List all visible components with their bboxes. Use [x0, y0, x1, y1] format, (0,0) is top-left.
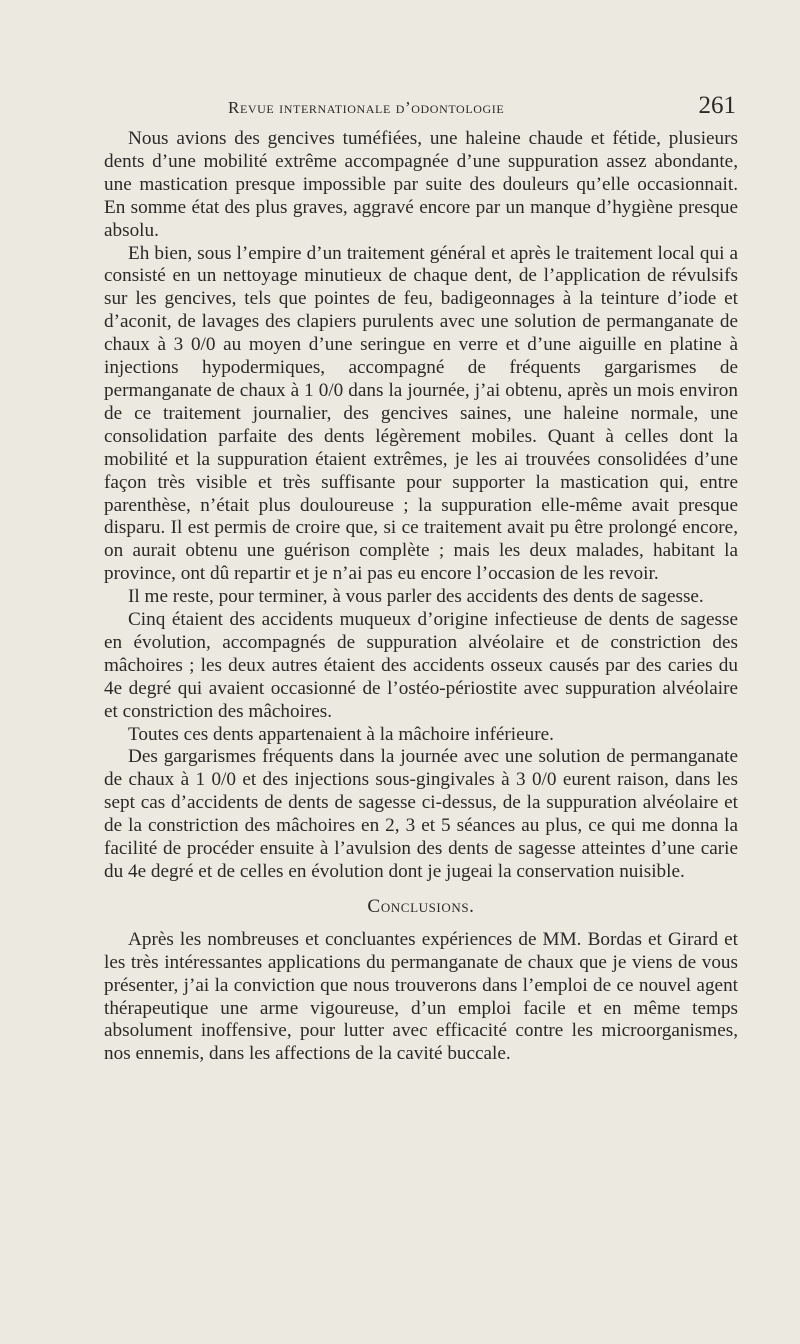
- paragraph-gencives: Nous avions des gencives tuméfiées, une haleine chaude et fétide, plusieurs dents d’une mobilité extrême accompagnée d’une suppuration assez abondante, une mastication presque impossible par suite des douleurs qu’elle occasionnait. En somme état des plus graves, aggravé encore par un manque d’hygiène presque absolu.: [104, 128, 738, 241]
- paragraph-gargarismes: Des gargarismes fréquents dans la journée avec une solution de permanganate de chaux à 1 0/0 et des injections sous-gingivales à 3 0/0 eurent raison, dans les sept cas d’accidents de dents de sagesse ci-dessus, de la suppuration alvéolaire et de la constriction des mâchoires en 2, 3 et 5 séances au plus, ce qui me donna la facilité de procéder ensuite à l’avulsion des dents de sagesse atteintes d’une carie du 4e degré et de celles en évolution dont je jugeai la conservation nuisible.: [104, 746, 738, 882]
- paragraph-accidents: Cinq étaient des accidents muqueux d’origine infectieuse de dents de sagesse en évolution, accompagnés de suppuration alvéolaire et de constriction des mâchoires ; les deux autres étaient des accidents osseux causés par des caries du 4e degré qui avaient occasionné de l’ostéo-périostite avec suppuration alvéolaire et constriction des mâchoires.: [104, 609, 738, 722]
- section-heading-conclusions: Conclusions.: [367, 895, 475, 917]
- running-title: Revue internationale d’odontologie: [228, 98, 505, 117]
- paragraph-dents-sagesse-intro: Il me reste, pour terminer, à vous parler des accidents des dents de sagesse.: [128, 586, 704, 608]
- page-number: 261: [698, 92, 736, 119]
- page-header: [104, 94, 738, 120]
- paragraph-conclusions: Après les nombreuses et concluantes expériences de MM. Bordas et Girard et les très intéressantes applications du permanganate de chaux que je viens de vous présenter, j’ai la conviction que nous trouverons dans l’emploi de ce nouvel agent thérapeutique une arme vigoureuse, d’un emploi facile et en même temps absolument inoffensive, pour lutter avec efficacité contre les microorganismes, nos ennemis, dans les affections de la cavité buccale.: [104, 928, 738, 1065]
- paragraph-traitement: Eh bien, sous l’empire d’un traitement général et après le traitement local qui a consisté en un nettoyage minutieux de chaque dent, de l’application de révulsifs sur les gencives, tels que pointes de feu, badigeonnages à la teinture d’iode et d’aconit, de lavages des clapiers purulents avec une solution de permanganate de chaux à 3 0/0 au moyen d’une seringue en verre et d’une aiguille en platine à injections hypodermiques, accompagné de fréquents gargarismes de permanganate de chaux à 1 0/0 dans la journée, j’ai obtenu, après un mois environ de ce traitement journalier, des gencives saines, une haleine normale, une consolidation parfaite des dents légèrement mobiles. Quant à celles dont la mobilité et la suppuration étaient extrêmes, je les ai trouvées consolidées d’une façon très visible et très suffisante pour supporter la mastication qui, entre parenthèse, n’était plus douloureuse ; la suppuration elle-même avait presque disparu. Il est permis de croire que, si ce traitement avait pu être prolongé encore, on aurait obtenu une guérison complète ; mais les deux malades, habitant la province, ont dû repartir et je n’ai pas eu encore l’occasion de les revoir.: [104, 242, 738, 585]
- paragraph-machoire: Toutes ces dents appartenaient à la mâchoire inférieure.: [128, 723, 554, 745]
- body-text: [104, 128, 738, 1066]
